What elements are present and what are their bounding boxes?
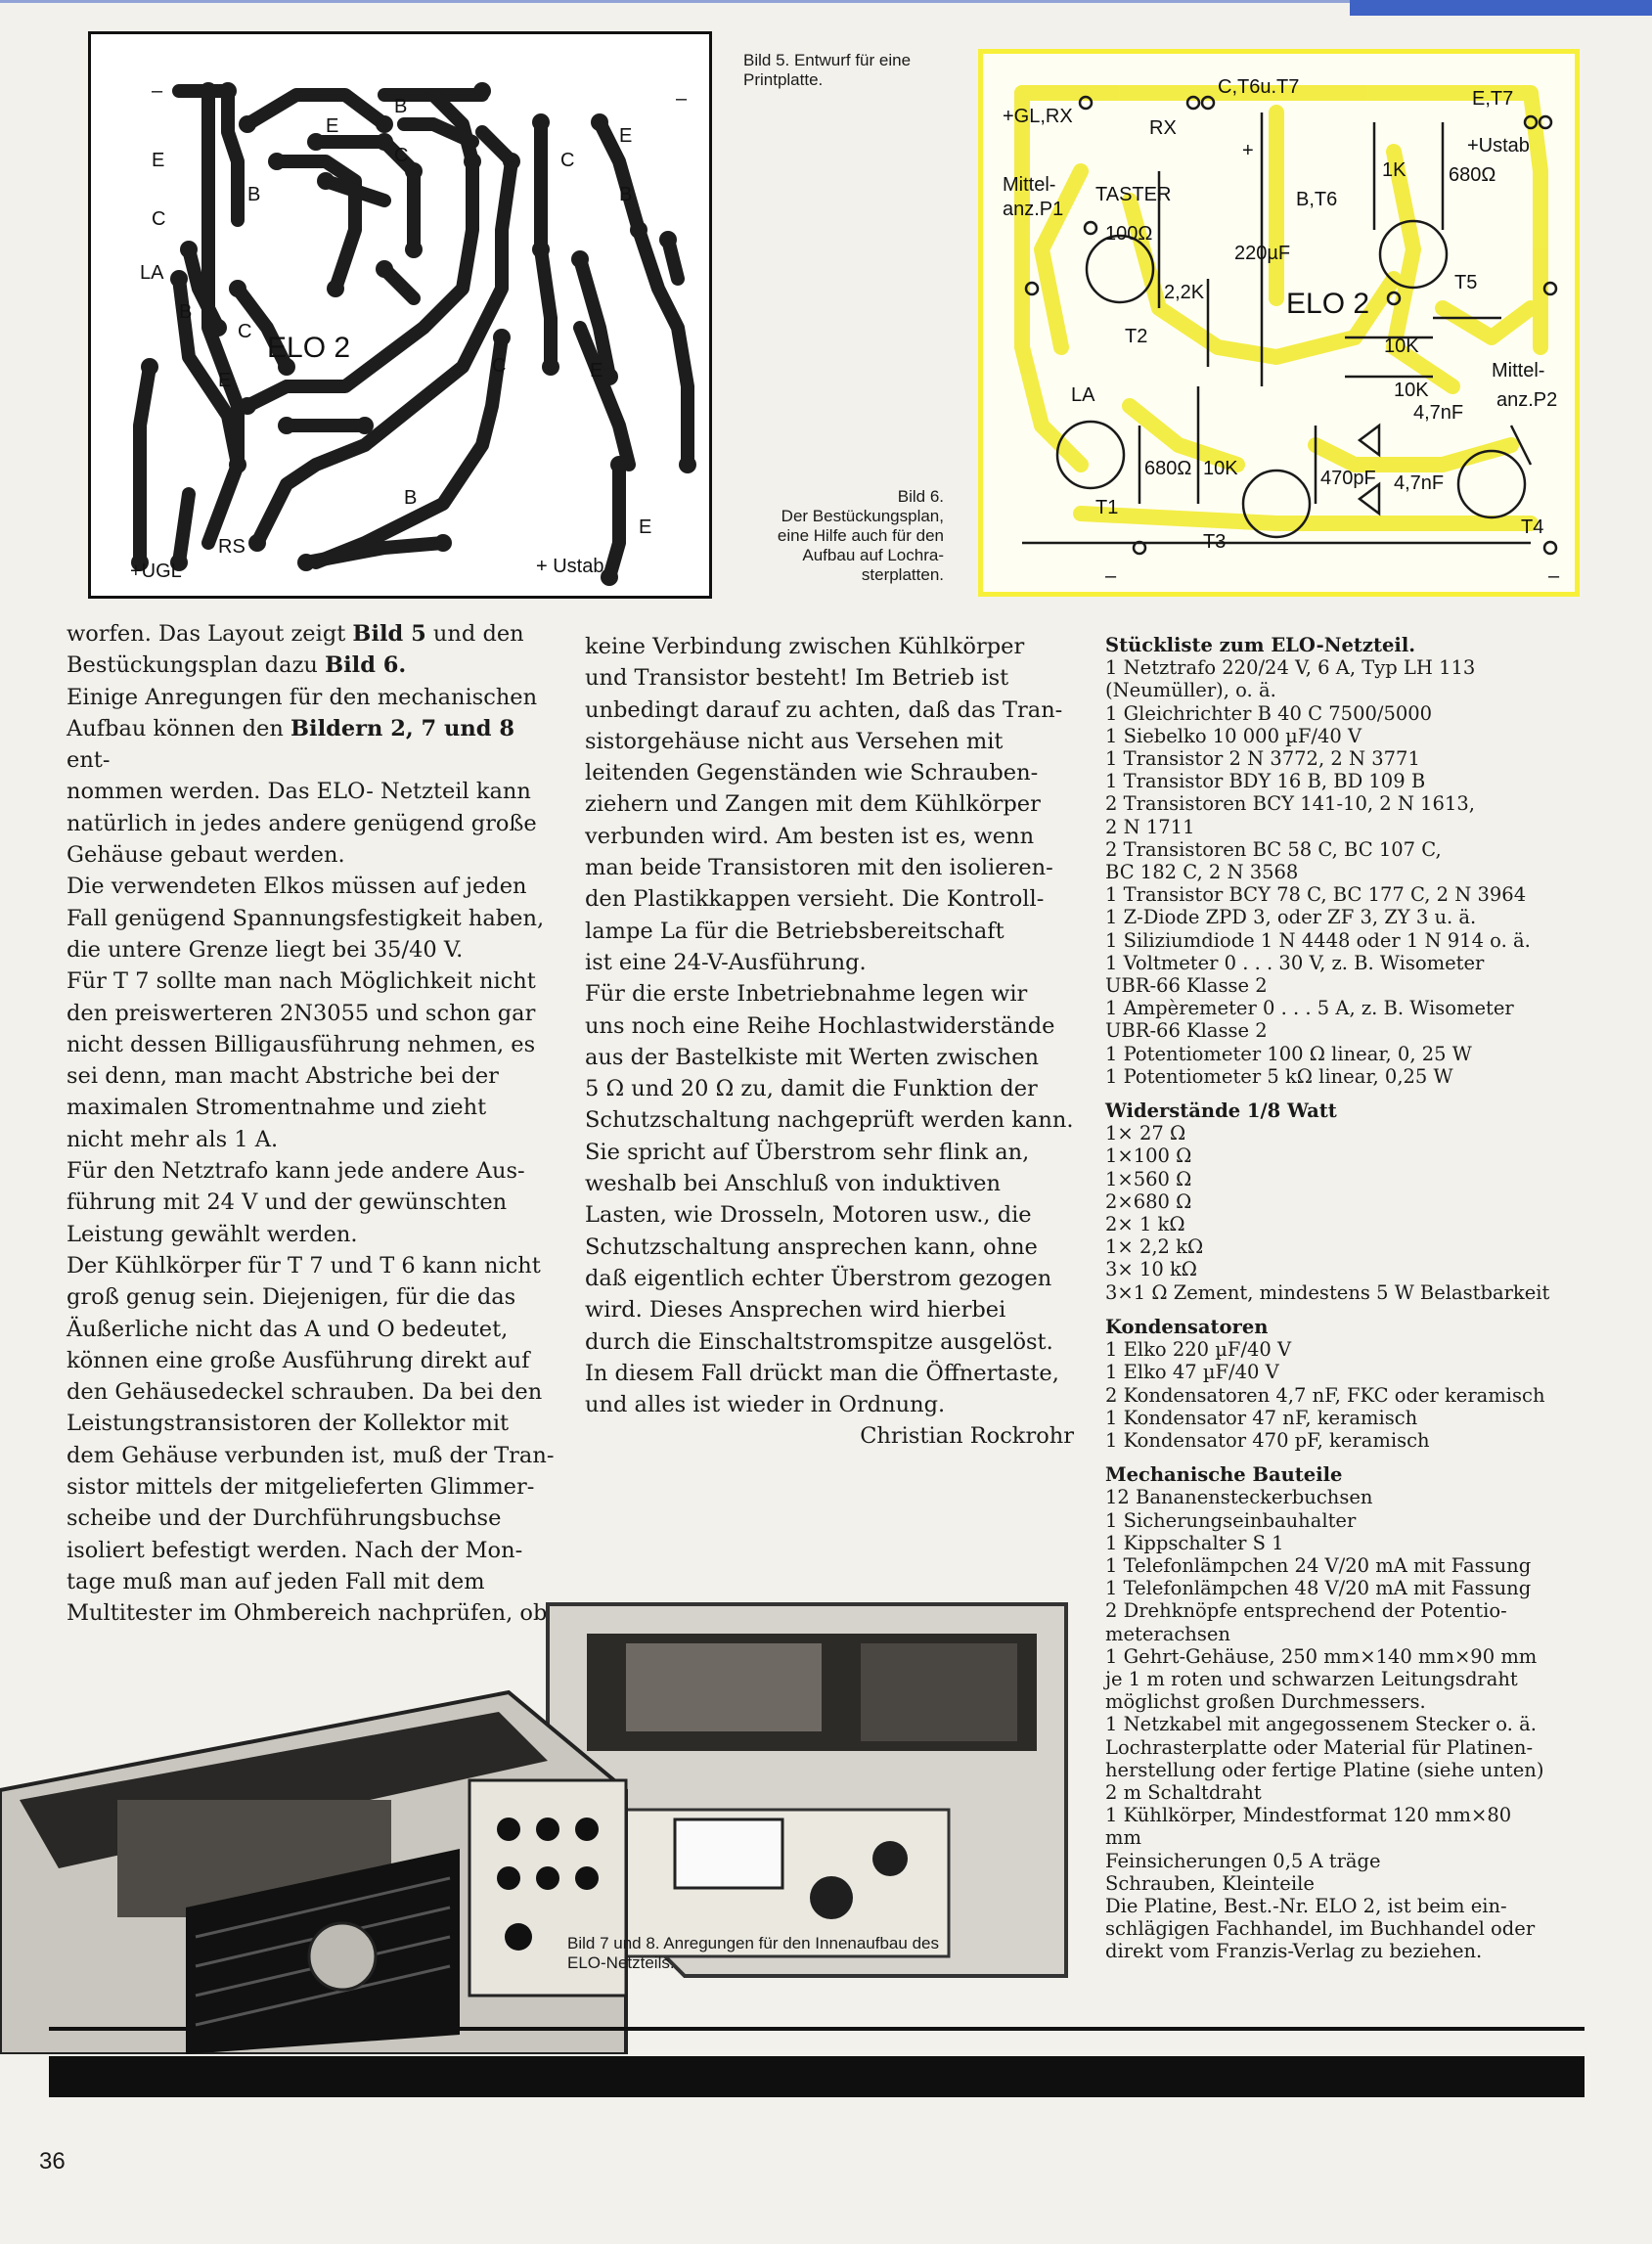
component-label: 1K bbox=[1382, 159, 1406, 181]
pcb-pin-label: B bbox=[619, 184, 633, 205]
pcb-pin-label: E bbox=[590, 360, 603, 381]
resistor-item: 1× 2,2 kΩ bbox=[1105, 1235, 1204, 1259]
mechanics-item: 1 Sicherungseinbauhalter bbox=[1105, 1508, 1357, 1532]
component-label: 100Ω bbox=[1105, 223, 1153, 245]
mechanics-item: direkt vom Franzis-Verlag zu beziehen. bbox=[1105, 1940, 1483, 1963]
text-line: Die verwendeten Elkos müssen auf jeden bbox=[67, 874, 527, 900]
pcb-pin-label: B bbox=[394, 96, 408, 117]
pcb-pin-label: E bbox=[218, 370, 232, 391]
pcb-pin-label: C bbox=[394, 145, 409, 166]
text-line: Sie spricht auf Überstrom sehr flink an, bbox=[585, 1139, 1030, 1165]
text-line: Schutzschaltung nachgeprüft werden kann. bbox=[585, 1107, 1074, 1134]
mechanics-item: möglichst großen Durchmessers. bbox=[1105, 1690, 1426, 1714]
pcb-pin-label: E bbox=[639, 516, 652, 538]
text-line: Der Kühlkörper für T 7 und T 6 kann nicht bbox=[67, 1252, 541, 1279]
text-line: uns noch eine Reihe Hochlastwiderstände bbox=[585, 1012, 1055, 1039]
resistor-item: 2× 1 kΩ bbox=[1105, 1213, 1185, 1236]
power-supply-photo-drawing bbox=[0, 1546, 1076, 2054]
component-label: T1 bbox=[1095, 497, 1119, 518]
component-label: 2,2K bbox=[1164, 282, 1205, 303]
mechanics-list bbox=[1105, 1486, 1633, 1962]
mechanics-item: 12 Bananensteckerbuchsen bbox=[1105, 1486, 1373, 1509]
text-line: scheibe und der Durchführungsbuchse bbox=[67, 1505, 502, 1532]
component-label: +GL,RX bbox=[1003, 106, 1073, 127]
component-label: 680Ω bbox=[1144, 458, 1192, 479]
caption-line: Printplatte. bbox=[743, 70, 824, 89]
text-line: lampe La für die Betriebsbereitschaft bbox=[585, 918, 1005, 944]
resistor-item: 3× 10 kΩ bbox=[1105, 1258, 1197, 1281]
component-label: Mittel- bbox=[1003, 174, 1056, 196]
text-line: keine Verbindung zwischen Kühlkörper bbox=[585, 634, 1025, 659]
resistor-item: 1×100 Ω bbox=[1105, 1144, 1192, 1168]
text-line: Bestückungsplan dazu Bild 6. bbox=[67, 652, 407, 679]
text-line: nicht dessen Billigausführung nehmen, es bbox=[67, 1031, 536, 1057]
text-line: man beide Transistoren mit den isolieren- bbox=[585, 855, 1053, 881]
parts-list-item: 1 Voltmeter 0 . . . 30 V, z. B. Wisometer bbox=[1105, 951, 1485, 974]
parts-list-item: 1 Potentiometer 5 kΩ linear, 0,25 W bbox=[1105, 1064, 1453, 1088]
parts-list-item: UBR-66 Klasse 2 bbox=[1105, 974, 1268, 998]
parts-list-item: 1 Z-Diode ZPD 3, oder ZF 3, ZY 3 u. ä. bbox=[1105, 906, 1477, 929]
component-label: T2 bbox=[1125, 326, 1148, 347]
parts-list-item: 1 Gleichrichter B 40 C 7500/5000 bbox=[1105, 701, 1433, 725]
footer-rule-thick bbox=[49, 2056, 1585, 2097]
text-line: Multitester im Ohmbereich nachprüfen, ob bbox=[67, 1600, 548, 1627]
caption-line: Bild 5. Entwurf für eine bbox=[743, 51, 912, 69]
mechanics-item: 1 Kühlkörper, Mindestformat 120 mm×80 bbox=[1105, 1804, 1512, 1827]
resistors-list bbox=[1105, 1122, 1633, 1304]
parts-list-item: BC 182 C, 2 N 3568 bbox=[1105, 861, 1299, 884]
text-line: den Gehäusedeckel schrauben. Da bei den bbox=[67, 1379, 543, 1406]
mechanics-item: 1 Telefonlämpchen 24 V/20 mA mit Fassung bbox=[1105, 1553, 1532, 1577]
mechanics-item: Schrauben, Kleinteile bbox=[1105, 1871, 1315, 1895]
component-label: 4,7nF bbox=[1394, 472, 1445, 494]
mechanics-item: herstellung oder fertige Platine (siehe unten) bbox=[1105, 1758, 1544, 1781]
parts-list-item: (Neumüller), o. ä. bbox=[1105, 679, 1276, 702]
text-line: unbedingt darauf zu achten, daß das Tran- bbox=[585, 696, 1063, 723]
caption-line: eine Hilfe auch für den bbox=[777, 526, 944, 545]
capacitors-title: Kondensatoren bbox=[1105, 1315, 1269, 1338]
pcb-pin-label: C bbox=[560, 150, 575, 171]
text-line: groß genug sein. Diejenigen, für die das bbox=[67, 1284, 516, 1311]
text-line: Schutzschaltung ansprechen kann, ohne bbox=[585, 1234, 1038, 1260]
text-line: ziehern und Zangen mit dem Kühlkörper bbox=[585, 791, 1041, 818]
component-label: 10K bbox=[1394, 380, 1429, 401]
parts-list-item: 1 Potentiometer 100 Ω linear, 0, 25 W bbox=[1105, 1042, 1472, 1065]
parts-list-item: 1 Transistor 2 N 3772, 2 N 3771 bbox=[1105, 747, 1420, 771]
mechanics-item: Lochrasterplatte oder Material für Platinen- bbox=[1105, 1735, 1534, 1759]
parts-list-item: 1 Transistor BDY 16 B, BD 109 B bbox=[1105, 770, 1426, 793]
text-line: Äußerliche nicht das A und O bedeutet, bbox=[67, 1316, 509, 1342]
capacitor-item: 1 Kondensator 470 pF, keramisch bbox=[1105, 1428, 1430, 1452]
text-line: Lasten, wie Drosseln, Motoren usw., die bbox=[585, 1202, 1032, 1229]
pcb-pin-label: E bbox=[619, 125, 633, 147]
text-line: sei denn, man macht Abstriche bei der bbox=[67, 1063, 499, 1090]
resistor-item: 1× 27 Ω bbox=[1105, 1122, 1186, 1145]
parts-list-item: 1 Siliziumdiode 1 N 4448 oder 1 N 914 o. ä. bbox=[1105, 928, 1531, 952]
parts-list-item: 2 Transistoren BC 58 C, BC 107 C, bbox=[1105, 837, 1442, 861]
text-column-2 bbox=[585, 631, 1074, 1453]
text-line: nommen werden. Das ELO- Netzteil kann bbox=[67, 779, 531, 805]
capacitor-item: 1 Kondensator 47 nF, keramisch bbox=[1105, 1406, 1418, 1429]
text-line: leitenden Gegenständen wie Schrauben- bbox=[585, 760, 1039, 786]
mechanics-item: 2 Drehknöpfe entsprechend der Potentio- bbox=[1105, 1599, 1507, 1623]
component-layout-figure bbox=[978, 49, 1580, 597]
bild78-caption bbox=[567, 1934, 939, 1973]
parts-list-item: 2 Transistoren BCY 141-10, 2 N 1613, bbox=[1105, 792, 1475, 816]
author-name: Christian Rockrohr bbox=[860, 1423, 1074, 1450]
capacitor-item: 1 Elko 47 µF/40 V bbox=[1105, 1361, 1279, 1384]
bild6-caption bbox=[729, 487, 944, 585]
component-label: C,T6u.T7 bbox=[1218, 76, 1300, 98]
text-line: Für die erste Inbetriebnahme legen wir bbox=[585, 981, 1028, 1008]
component-label: 470pF bbox=[1320, 468, 1376, 489]
pcb-pin-label: B bbox=[404, 487, 418, 509]
text-line: Einige Anregungen für den mechanischen bbox=[67, 684, 538, 710]
text-line: weshalb bei Anschluß von induktiven bbox=[585, 1171, 1001, 1197]
text-line: und alles ist wieder in Ordnung. bbox=[585, 1392, 946, 1418]
text-line: sistorgehäuse nicht aus Versehen mit bbox=[585, 728, 1004, 754]
component-label: Mittel- bbox=[1492, 360, 1545, 381]
text-line: natürlich in jedes andere genügend große bbox=[67, 810, 537, 836]
pcb-layout-figure bbox=[88, 31, 712, 599]
component-label: LA bbox=[1071, 384, 1095, 406]
text-line: sistor mittels der mitgelieferten Glimmer- bbox=[67, 1474, 535, 1501]
component-label: T4 bbox=[1521, 516, 1544, 538]
top-color-band bbox=[1350, 0, 1652, 16]
text-line: Leistungstransistoren der Kollektor mit bbox=[67, 1411, 510, 1437]
text-line: Für T 7 sollte man nach Möglichkeit nicht bbox=[67, 968, 536, 995]
component-plan-title: ELO 2 bbox=[1286, 288, 1370, 320]
pcb-pin-label: B bbox=[179, 301, 193, 323]
pcb-ugl-label: +UGL bbox=[130, 561, 182, 582]
parts-list-item: 1 Netztrafo 220/24 V, 6 A, Typ LH 113 bbox=[1105, 656, 1476, 680]
component-label: +Ustab bbox=[1467, 135, 1530, 157]
component-label: RX bbox=[1149, 117, 1177, 139]
text-line: führung mit 24 V und der gewünschten bbox=[67, 1189, 508, 1216]
parts-list-item: 2 N 1711 bbox=[1105, 815, 1195, 838]
text-line: dem Gehäuse verbunden ist, muß der Tran- bbox=[67, 1442, 555, 1468]
text-line: die untere Grenze liegt bei 35/40 V. bbox=[67, 936, 464, 963]
parts-list bbox=[1105, 634, 1633, 1963]
pcb-layout-drawing bbox=[91, 34, 709, 596]
mechanics-item: schlägigen Fachhandel, im Buchhandel oder bbox=[1105, 1917, 1536, 1941]
pcb-la-label: LA bbox=[140, 262, 164, 284]
text-line: verbunden wird. Am besten ist es, wenn bbox=[585, 823, 1035, 849]
text-line: den preiswerteren 2N3055 und schon gar bbox=[67, 1000, 536, 1026]
mechanics-item: Feinsicherungen 0,5 A träge bbox=[1105, 1849, 1381, 1872]
pcb-pin-label: C bbox=[238, 321, 252, 342]
mechanics-item: je 1 m roten und schwarzen Leitungsdraht bbox=[1105, 1667, 1518, 1690]
component-label: TASTER bbox=[1095, 184, 1172, 205]
text-line: und Transistor besteht! Im Betrieb ist bbox=[585, 665, 1009, 692]
text-line: können eine große Ausführung direkt auf bbox=[67, 1347, 530, 1373]
resistor-item: 2×680 Ω bbox=[1105, 1189, 1192, 1213]
footer-rule-thin bbox=[49, 2027, 1585, 2031]
text-line: ist eine 24-V-Ausführung. bbox=[585, 949, 867, 975]
component-label: + bbox=[1242, 140, 1254, 161]
text-line: Für den Netztrafo kann jede andere Aus- bbox=[67, 1158, 525, 1185]
pcb-pin-label: E bbox=[326, 115, 339, 137]
pcb-pin-label: E bbox=[152, 150, 165, 171]
text-line: Fall genügend Spannungsfestigkeit haben, bbox=[67, 905, 545, 931]
component-label: anz.P1 bbox=[1003, 199, 1064, 220]
page-number: 36 bbox=[39, 2148, 66, 2175]
caption-line: Bild 7 und 8. Anregungen für den Innenaufbau des bbox=[567, 1934, 939, 1952]
text-line: In diesem Fall drückt man die Öffnertaste, bbox=[585, 1360, 1059, 1386]
caption-line: Bild 6. bbox=[897, 487, 944, 506]
pcb-minus-right: – bbox=[676, 88, 688, 110]
text-line: Leistung gewählt werden. bbox=[67, 1221, 358, 1247]
component-label: – bbox=[1548, 565, 1560, 587]
component-label: 4,7nF bbox=[1413, 402, 1464, 424]
mechanics-item: 1 Gehrt-Gehäuse, 250 mm×140 mm×90 mm bbox=[1105, 1644, 1538, 1668]
text-line: durch die Einschaltstromspitze ausgelöst. bbox=[585, 1328, 1053, 1355]
pcb-rs-label: RS bbox=[218, 536, 246, 558]
text-line: Aufbau können den Bildern 2, 7 und 8 ent- bbox=[67, 715, 514, 774]
capacitors-list bbox=[1105, 1338, 1633, 1452]
component-label: 10K bbox=[1384, 336, 1419, 357]
component-label: – bbox=[1105, 565, 1117, 587]
mechanics-item: 1 Netzkabel mit angegossenem Stecker o. ä. bbox=[1105, 1713, 1537, 1736]
parts-list-item: UBR-66 Klasse 2 bbox=[1105, 1019, 1268, 1043]
pcb-title: ELO 2 bbox=[267, 332, 351, 364]
component-label: T3 bbox=[1203, 531, 1227, 553]
component-label: 10K bbox=[1203, 458, 1238, 479]
mechanics-item: 1 Kippschalter S 1 bbox=[1105, 1531, 1284, 1554]
text-line: daß eigentlich echter Überstrom gezogen bbox=[585, 1265, 1052, 1291]
caption-line: Der Bestückungsplan, bbox=[781, 507, 944, 525]
text-line: den Plastikkappen versieht. Die Kontroll- bbox=[585, 886, 1045, 913]
caption-line: ELO-Netzteils. bbox=[567, 1953, 675, 1972]
mechanics-item: mm bbox=[1105, 1826, 1141, 1850]
bild5-caption bbox=[743, 51, 911, 90]
parts-list-title: Stückliste zum ELO-Netzteil. bbox=[1105, 634, 1416, 656]
mechanics-item: 1 Telefonlämpchen 48 V/20 mA mit Fassung bbox=[1105, 1577, 1532, 1600]
capacitor-item: 1 Elko 220 µF/40 V bbox=[1105, 1338, 1292, 1362]
text-line: maximalen Stromentnahme und zieht bbox=[67, 1095, 487, 1121]
component-label: E,T7 bbox=[1472, 88, 1514, 110]
parts-list-item: 1 Siebelko 10 000 µF/40 V bbox=[1105, 724, 1362, 747]
text-line: Gehäuse gebaut werden. bbox=[67, 842, 345, 869]
component-label: 680Ω bbox=[1449, 164, 1496, 186]
component-label: B,T6 bbox=[1296, 189, 1338, 210]
parts-list-items bbox=[1105, 656, 1633, 1088]
power-supply-photo bbox=[0, 1546, 1076, 2054]
pcb-pin-label: C bbox=[492, 355, 507, 377]
component-label: 220µF bbox=[1234, 243, 1291, 264]
text-line: 5 Ω und 20 Ω zu, damit die Funktion der bbox=[585, 1076, 1038, 1102]
text-line: wird. Dieses Ansprechen wird hierbei bbox=[585, 1297, 1006, 1324]
component-layout-drawing bbox=[983, 54, 1575, 592]
pcb-pin-label: C bbox=[152, 208, 166, 230]
mechanics-title: Mechanische Bauteile bbox=[1105, 1463, 1343, 1487]
parts-list-item: 1 Ampèremeter 0 . . . 5 A, z. B. Wisometer bbox=[1105, 997, 1514, 1020]
text-line: aus der Bastelkiste mit Werten zwischen bbox=[585, 1044, 1040, 1070]
text-column-1 bbox=[67, 618, 556, 1630]
component-label: anz.P2 bbox=[1496, 389, 1558, 411]
pcb-minus-left: – bbox=[152, 80, 163, 102]
mechanics-item: meterachsen bbox=[1105, 1622, 1230, 1645]
caption-line: Aufbau auf Lochra- bbox=[802, 546, 944, 564]
pcb-ustab-label: + Ustab bbox=[536, 556, 604, 577]
resistor-item: 3×1 Ω Zement, mindestens 5 W Belastbarkeit bbox=[1105, 1280, 1550, 1304]
text-line: isoliert befestigt werden. Nach der Mon- bbox=[67, 1537, 523, 1563]
caption-line: sterplatten. bbox=[861, 565, 944, 584]
pcb-pin-label: B bbox=[247, 184, 261, 205]
parts-list-item: 1 Transistor BCY 78 C, BC 177 C, 2 N 3964 bbox=[1105, 883, 1527, 907]
text-line: worfen. Das Layout zeigt Bild 5 und den bbox=[67, 621, 524, 647]
capacitor-item: 2 Kondensatoren 4,7 nF, FKC oder keramisch bbox=[1105, 1383, 1545, 1407]
text-line: nicht mehr als 1 A. bbox=[67, 1126, 279, 1152]
resistor-item: 1×560 Ω bbox=[1105, 1167, 1192, 1190]
resistors-title: Widerstände 1/8 Watt bbox=[1105, 1100, 1337, 1123]
component-label: T5 bbox=[1454, 272, 1478, 293]
mechanics-item: Die Platine, Best.-Nr. ELO 2, ist beim ein- bbox=[1105, 1894, 1507, 1917]
text-line: tage muß man auf jeden Fall mit dem bbox=[67, 1568, 485, 1594]
mechanics-item: 2 m Schaltdraht bbox=[1105, 1780, 1262, 1804]
